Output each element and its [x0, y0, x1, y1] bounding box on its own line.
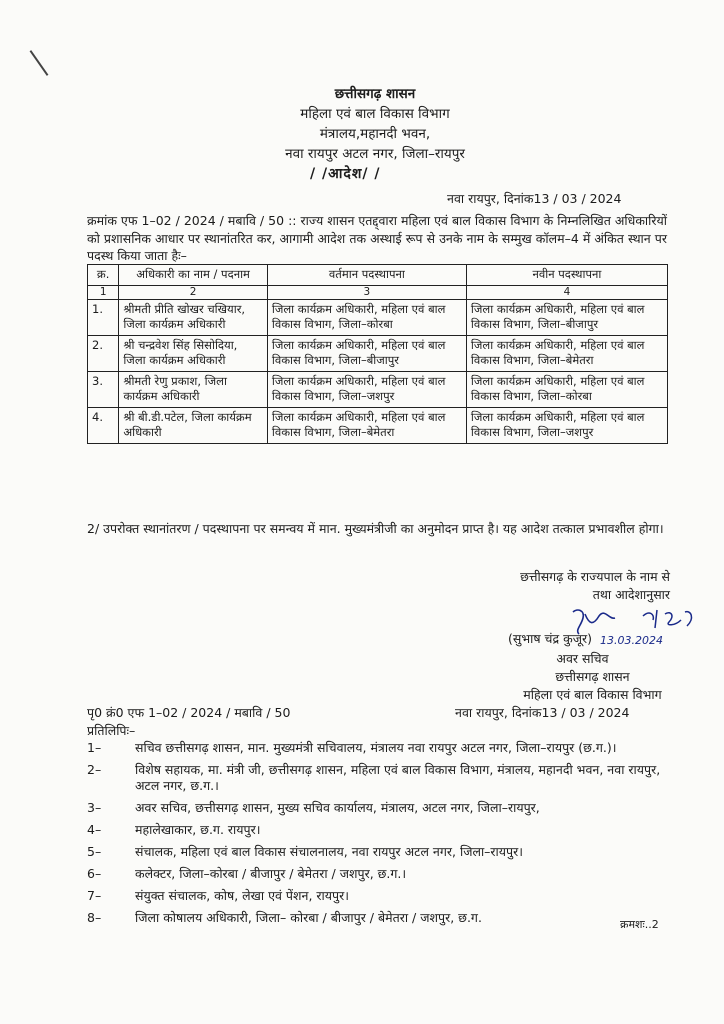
list-item-text: महालेखाकार, छ.ग. रायपुर। — [135, 822, 261, 837]
pen-stroke-mark — [30, 50, 49, 76]
table-row — [88, 335, 668, 371]
letterhead — [230, 84, 520, 164]
list-item — [87, 844, 667, 860]
row-officer: श्री बी.डी.पटेल, जिला कार्यक्रम अधिकारी — [119, 407, 268, 443]
signatory-designation — [455, 650, 670, 704]
signatory-name: (सुभाष चंद्र कुजूर) — [508, 631, 592, 646]
list-item-number: 8– — [87, 910, 102, 925]
table-header-row — [88, 265, 668, 286]
list-item-text: कलेक्टर, जिला–कोरबा / बीजापुर / बेमेतरा / जशपुर, छ.ग.। — [135, 866, 407, 881]
list-item-text: संयुक्त संचालक, कोष, लेखा एवं पेंशन, रायपुर। — [135, 888, 349, 903]
list-item — [87, 740, 667, 756]
row-new-posting: जिला कार्यक्रम अधिकारी, महिला एवं बाल विकास विभाग, जिला–जशपुर — [466, 407, 667, 443]
row-officer: श्रीमती प्रीति खोखर चखियार, जिला कार्यक्रम अधिकारी — [119, 299, 268, 335]
header-officer: अधिकारी का नाम / पदनाम — [119, 265, 268, 286]
list-item — [87, 866, 667, 882]
list-item — [87, 800, 667, 816]
row-officer: श्री चन्द्रवेश सिंह सिसोदिया, जिला कार्यक्रम अधिकारी — [119, 335, 268, 371]
header-sn: क्र. — [88, 265, 119, 286]
endorsement-ref: पृ0 क्रं0 एफ 1–02 / 2024 / मबावि / 50 — [87, 705, 291, 720]
list-item-number: 6– — [87, 866, 102, 881]
designation-line-1: अवर सचिव — [556, 651, 609, 666]
list-item-text: जिला कोषालय अधिकारी, जिला– कोरबा / बीजापुर / बेमेतरा / जशपुर, छ.ग. — [135, 910, 482, 925]
list-item-text: अवर सचिव, छत्तीसगढ़ शासन, मुख्य सचिव कार्यालय, मंत्रालय, अटल नगर, जिला–रायपुर, — [135, 800, 540, 815]
continued-marker: क्रमशः..2 — [620, 918, 659, 931]
row-sn: 3. — [88, 371, 119, 407]
row-new-posting: जिला कार्यक्रम अधिकारी, महिला एवं बाल विकास विभाग, जिला–कोरबा — [466, 371, 667, 407]
approval-paragraph: 2/ उपरोक्त स्थानांतरण / पदस्थापना पर समन्वय में मान. मुख्यमंत्रीजी का अनुमोदन प्राप्त है। यह आदेश तत्काल प्रभावशील होगा। — [87, 521, 664, 536]
copy-to-label: प्रतिलिपिः– — [87, 723, 136, 738]
row-new-posting: जिला कार्यक्रम अधिकारी, महिला एवं बाल विकास विभाग, जिला–बीजापुर — [466, 299, 667, 335]
list-item-number: 4– — [87, 822, 102, 837]
copy-list — [87, 740, 667, 932]
row-officer: श्रीमती रेणु प्रकाश, जिला कार्यक्रम अधिकारी — [119, 371, 268, 407]
table-row — [88, 371, 668, 407]
authority-line — [455, 568, 670, 604]
header-current-posting: वर्तमान पदस्थापना — [267, 265, 466, 286]
order-intro-paragraph: क्रमांक एफ 1–02 / 2024 / मबावि / 50 :: राज्य शासन एतद्द्वारा महिला एवं बाल विकास विभाग के निम्नलिखित अधिकारियों को प्रशासनिक आधार पर स्थानांतरित कर, आगामी आदेश तक अस्थाई रूप से उनके नाम के सम्मुख कॉलम–4 में अंकित स्थान पर पदस्थ किया जाता हैः– — [87, 213, 667, 263]
transfer-table — [87, 264, 668, 444]
handwritten-date: 13.03.2024 — [600, 634, 663, 647]
header-new-posting: नवीन पदस्थापना — [466, 265, 667, 286]
govt-name: छत्तीसगढ़ शासन — [334, 86, 416, 102]
list-item — [87, 910, 667, 926]
row-current-posting: जिला कार्यक्रम अधिकारी, महिला एवं बाल विकास विभाग, जिला–कोरबा — [267, 299, 466, 335]
row-current-posting: जिला कार्यक्रम अधिकारी, महिला एवं बाल विकास विभाग, जिला–जशपुर — [267, 371, 466, 407]
list-item-number: 1– — [87, 740, 102, 755]
row-current-posting: जिला कार्यक्रम अधिकारी, महिला एवं बाल विकास विभाग, जिला–बीजापुर — [267, 335, 466, 371]
list-item-number: 5– — [87, 844, 102, 859]
list-item-text: विशेष सहायक, मा. मंत्री जी, छत्तीसगढ़ शासन, महिला एवं बाल विकास विभाग, मंत्रालय, महानदी भवन, नवा रायपुर, अटल नगर, छ.ग.। — [135, 762, 661, 793]
list-item — [87, 888, 667, 904]
sign-place-date: नवा रायपुर, दिनांक13 / 03 / 2024 — [455, 705, 630, 720]
row-sn: 4. — [88, 407, 119, 443]
row-sn: 1. — [88, 299, 119, 335]
col-number: 1 — [88, 285, 119, 299]
list-item-number: 7– — [87, 888, 102, 903]
row-current-posting: जिला कार्यक्रम अधिकारी, महिला एवं बाल विकास विभाग, जिला–बेमेतरा — [267, 407, 466, 443]
list-item-number: 2– — [87, 762, 102, 777]
list-item-text: संचालक, महिला एवं बाल विकास संचालनालय, नवा रायपुर अटल नगर, जिला–रायपुर। — [135, 844, 523, 859]
col-number: 4 — [466, 285, 667, 299]
department-name: महिला एवं बाल विकास विभाग — [300, 106, 450, 122]
table-row — [88, 407, 668, 443]
authority-line-1: छत्तीसगढ़ के राज्यपाल के नाम से — [520, 569, 670, 584]
table-row — [88, 299, 668, 335]
row-new-posting: जिला कार्यक्रम अधिकारी, महिला एवं बाल विकास विभाग, जिला–बेमेतरा — [466, 335, 667, 371]
list-item-text: सचिव छत्तीसगढ़ शासन, मान. मुख्यमंत्री सचिवालय, मंत्रालय नवा रायपुर अटल नगर, जिला–रायपुर (छ.ग.)। — [135, 740, 617, 755]
list-item — [87, 822, 667, 838]
list-item-number: 3– — [87, 800, 102, 815]
designation-line-3: महिला एवं बाल विकास विभाग — [523, 687, 662, 702]
column-number-row — [88, 285, 668, 299]
list-item — [87, 762, 667, 794]
order-title: / /आदेश/ / — [310, 166, 381, 182]
city-address: नवा रायपुर अटल नगर, जिला–रायपुर — [285, 146, 465, 162]
col-number: 2 — [119, 285, 268, 299]
office-address: मंत्रालय,महानदी भवन, — [319, 126, 431, 142]
col-number: 3 — [267, 285, 466, 299]
authority-line-2: तथा आदेशानुसार — [592, 587, 670, 602]
row-sn: 2. — [88, 335, 119, 371]
designation-line-2: छत्तीसगढ़ शासन — [555, 669, 630, 684]
order-date: नवा रायपुर, दिनांक13 / 03 / 2024 — [447, 191, 622, 206]
